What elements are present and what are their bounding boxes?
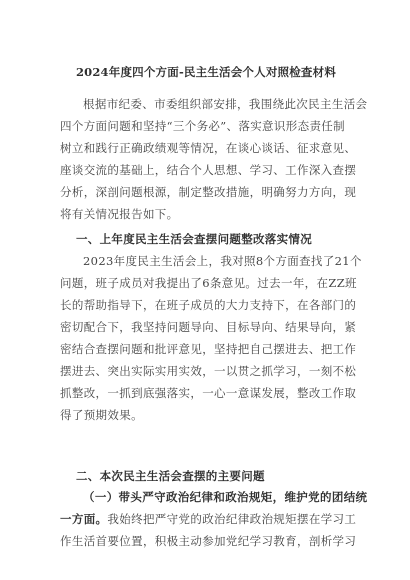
intro-line: 根据市纪委、市委组织部安排，我围绕此次民主生活会 [83, 97, 368, 111]
section-1-line: 抓整改，一抓到底强落实，一心一意谋发展，整改工作取 [60, 386, 357, 400]
intro-paragraph [60, 93, 368, 225]
document-title: 2024年度四个方面-民主生活会个人对照检查材料 [75, 65, 337, 79]
section-1-line: 密切配合下，我坚持问题导向、目标导向、结果导向，紧 [60, 320, 357, 334]
section-1-heading: 一、上年度民主生活会查摆问题整改落实情况 [76, 232, 312, 246]
section-2-heading: 二、本次民主生活会查摆的主要问题 [76, 469, 265, 483]
subsection-1-heading: （一）带头严守政治纪律和政治规矩，维护党的团结统 [83, 490, 368, 504]
section-1-line: 密结合查摆问题和批评意见，坚持把自己摆进去、把工作 [60, 342, 357, 356]
subsection-1-heading-end: 一方面。 [60, 512, 108, 526]
intro-line: 树立和践行正确政绩观等情况，在谈心谈话、征求意见、 [60, 141, 357, 155]
section-1-paragraph [60, 250, 362, 426]
section-1-line: 摆进去、突出实际实用实效，一以贯之抓学习，一刻不松 [60, 364, 357, 378]
intro-line: 分析，深剖问题根源，制定整改措施，明确努力方向，现 [60, 185, 357, 199]
intro-line: 四个方面问题和坚持“三个务必”、落实意识形态责任制 [60, 119, 346, 133]
subsection-1-text: 我始终把严守党的政治纪律政治规矩摆在学习工 [107, 512, 357, 526]
subsection-1-paragraph [60, 486, 368, 552]
section-1-line: 长的帮助指导下，在班子成员的大力支持下，在各部门的 [60, 298, 357, 312]
intro-line: 座谈交流的基础上，结合个人思想、学习、工作深入查摆 [60, 163, 357, 177]
section-1-line: 得了预期效果。 [60, 408, 143, 422]
subsection-1-line [60, 508, 357, 530]
intro-line: 将有关情况报告如下。 [60, 207, 179, 221]
section-1-line: 2023年度民主生活会上，我对照8个方面查找了21个 [83, 254, 362, 268]
section-1-line: 问题，班子成员对我提出了6条意见。过去一年，在ZZ班 [60, 276, 357, 290]
subsection-1-line: 作生活首要位置，积极主动参加党纪学习教育，剖析学习 [60, 534, 357, 548]
